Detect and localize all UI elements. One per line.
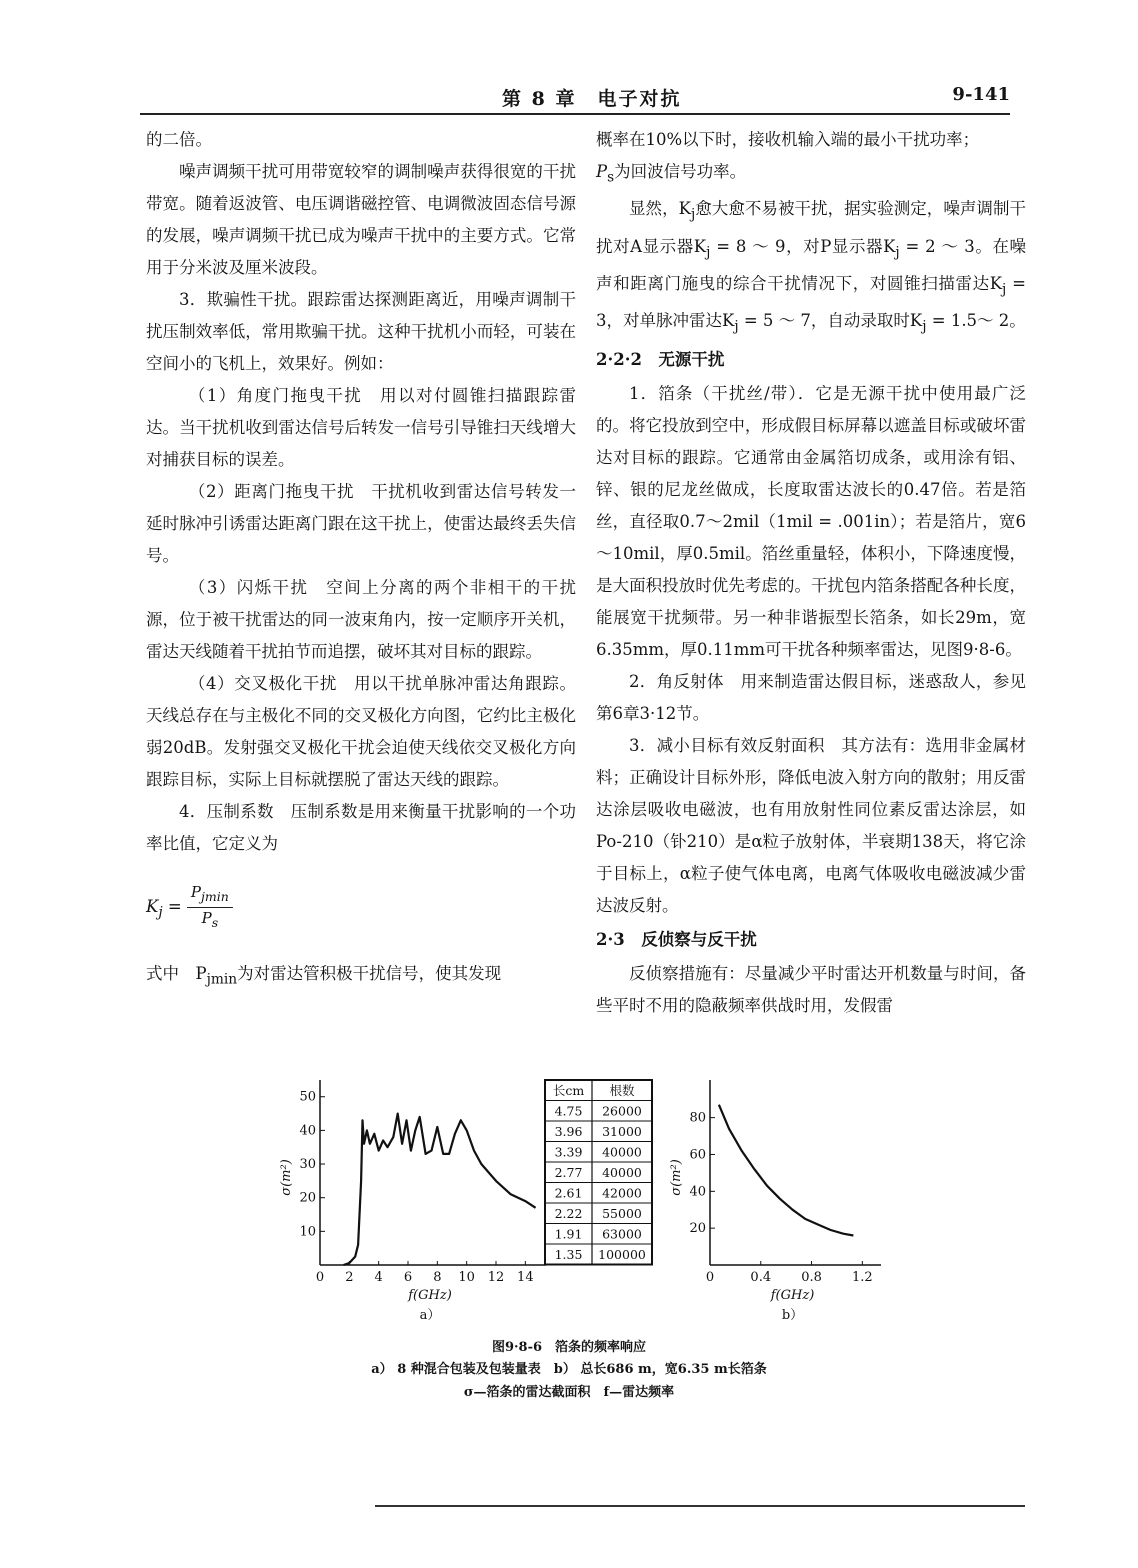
formula-lhs-sub: j: [158, 904, 163, 921]
paragraph: （2）距离门拖曳干扰 干扰机收到雷达信号转发一延时脉冲引诱雷达距离门跟在这干扰上，使雷达最终丢失信号。: [146, 482, 576, 565]
series-line: [344, 1114, 536, 1265]
x-axis-label: f(GHz): [408, 1288, 452, 1303]
table-cell: 1.35: [554, 1247, 583, 1262]
table-header-cell: 长cm: [552, 1083, 585, 1098]
table-cell: 31000: [602, 1124, 642, 1139]
table-cell: 2.77: [554, 1165, 583, 1180]
chart-b: [669, 1080, 881, 1323]
y-tick-label: 80: [689, 1110, 706, 1126]
section-heading: 2·2·2 无源干扰: [596, 350, 725, 370]
paragraph: （4）交叉极化干扰 用以干扰单脉冲雷达角跟踪。天线总存在与主极化不同的交叉极化方向图，它约比主极化弱20dB。发射强交叉极化干扰会迫使天线依交叉极化方向跟踪目标，实际上目标就摆脱了雷达天线的跟踪。: [146, 674, 576, 789]
table-cell: 2.22: [554, 1206, 583, 1221]
x-tick-label: 6: [403, 1270, 413, 1285]
figure-chart-area: [270, 1070, 890, 1340]
x-axis-label: f(GHz): [770, 1288, 815, 1303]
paragraph: 概率在10%以下时，接收机输入端的最小干扰功率； $P_s$为回波信号功率。: [596, 130, 980, 186]
table-cell: 4.75: [554, 1103, 583, 1119]
chapter-title: 第 8 章 电子对抗: [502, 88, 682, 110]
subfigure-label: a）: [419, 1308, 441, 1323]
y-axis-label: σ(m²): [669, 1159, 684, 1196]
paragraph: 4．压制系数 压制系数是用来衡量干扰影响的一个功率比值，它定义为: [146, 802, 576, 853]
page-number: 9-141: [952, 84, 1010, 105]
table-cell: 100000: [598, 1247, 646, 1262]
paragraph: 噪声调频干扰可用带宽较窄的调制噪声获得很宽的干扰带宽。随着返波管、电压调谐磁控管、电调微波固态信号源的发展，噪声调频干扰已成为噪声干扰中的主要方式。它常用于分米波及厘米波段。: [146, 162, 576, 277]
x-tick-label: 10: [458, 1270, 475, 1285]
table-cell: 40000: [602, 1144, 642, 1160]
y-tick-label: 10: [299, 1224, 316, 1240]
figure-caption-title: 图9·8-6 箔条的频率响应: [491, 1340, 647, 1355]
subfigure-label: b）: [781, 1308, 804, 1323]
y-tick-label: 20: [299, 1190, 316, 1206]
formula-lhs: K: [146, 897, 159, 916]
formula-fraction: [187, 882, 233, 933]
y-tick-label: 40: [689, 1184, 706, 1200]
section-heading: 2·3 反侦察与反干扰: [596, 930, 757, 950]
paragraph: 式中 $P_{jmin}$为对雷达管积极干扰信号，使其发现: [146, 964, 502, 988]
paragraph: 反侦察措施有：尽量减少平时雷达开机数量与时间，备些平时不用的隐蔽频率供战时用，发假雷: [596, 964, 1026, 1016]
y-tick-label: 60: [689, 1147, 706, 1163]
table-cell: 2.61: [554, 1185, 583, 1201]
x-tick-label: 0.4: [750, 1270, 772, 1285]
formula-equals: =: [162, 897, 187, 916]
y-tick-label: 30: [299, 1157, 316, 1173]
x-tick-label: 8: [433, 1270, 442, 1285]
paragraph: 1．箔条（干扰丝/带）．它是无源干扰中使用最广泛的。将它投放到空中，形成假目标屏幕以遮盖目标或破坏雷达对目标的跟踪。它通常由金属箔切成条，或用涂有铝、锌、银的尼龙丝做成，长度取雷达波长的0.47倍。若是箔丝，直径取0.7～2mil（1mil = .001in）；若是箔片，宽6～10mil，厚0.5mil。箔丝重量轻，体积小，下降速度慢，是大面积投放时优先考虑的。干扰包内箔条搭配各种长度，能展宽干扰频带。另一种非谐振型长箔条，如长29m，宽6.35mm，厚0.11mm可干扰各种频率雷达，见图9·8-6。: [596, 384, 1026, 660]
right-column: [596, 124, 1026, 1022]
table-cell: 63000: [602, 1226, 642, 1242]
formula-suppression-coefficient: [146, 882, 576, 936]
x-tick-label: 0: [315, 1270, 325, 1285]
paragraph: 的二倍。: [146, 130, 212, 149]
table-header-cell: 根数: [609, 1083, 635, 1098]
y-axis-label: σ(m²): [279, 1159, 294, 1196]
x-tick-label: 0: [705, 1270, 715, 1285]
x-tick-label: 2: [345, 1270, 354, 1285]
x-tick-label: 1.2: [851, 1270, 873, 1285]
formula-denominator: $P_s$: [201, 909, 219, 930]
running-header: [140, 84, 1010, 114]
chaff-length-table: [545, 1080, 652, 1265]
table-cell: 40000: [602, 1165, 642, 1180]
formula-numerator: $P_{jmin}$: [187, 882, 233, 908]
paragraph: （3）闪烁干扰 空间上分离的两个非相干的干扰源，位于被干扰雷达的同一波束角内，按一定顺序开关机，雷达天线随着干扰拍节而追摆，破坏其对目标的跟踪。: [146, 578, 576, 661]
table-cell: 1.91: [554, 1226, 583, 1242]
y-tick-label: 20: [689, 1221, 706, 1237]
table-cell: 3.39: [554, 1144, 583, 1160]
paragraph: 显然，$K_j$愈大愈不易被干扰，据实验测定，噪声调制干扰对A显示器$K_j = 8$ ～ 9，对P显示器$K_j = 2$ ～ 3。在噪声和距离门施曳的综合干扰情况下，对圆锥扫描雷达$K_j = 3$，对单脉冲雷达$K_j = 5$ ～ 7，自动录取时$K_j$ = 1.5～ 2。: [596, 199, 1027, 335]
table-cell: 55000: [602, 1206, 642, 1221]
table-cell: 26000: [602, 1103, 642, 1119]
y-tick-label: 50: [299, 1089, 316, 1105]
x-tick-label: 4: [374, 1270, 383, 1285]
footer-rule: [375, 1505, 1025, 1507]
header-rule: [140, 113, 1010, 115]
table-cell: 42000: [602, 1185, 642, 1201]
table-cell: 3.96: [554, 1124, 583, 1139]
paragraph: 3．减小目标有效反射面积 其方法有：选用非金属材料；正确设计目标外形，降低电波入射方向的散射；用反雷达涂层吸收电磁波，也有用放射性同位素反雷达涂层，如Po-210（钋210）是α粒子放射体，半衰期138天，将它涂于目标上，α粒子使气体电离，电离气体吸收电磁波减少雷达波反射。: [596, 736, 1026, 916]
chart-a: [279, 1080, 546, 1323]
y-tick-label: 40: [299, 1123, 316, 1139]
paragraph: 3．欺骗性干扰。跟踪雷达探测距离近，用噪声调制干扰压制效率低，常用欺骗干扰。这种干扰机小而轻，可装在空间小的飞机上，效果好。例如：: [146, 290, 576, 373]
figure-caption-legend: σ—箔条的雷达截面积 f—雷达频率: [463, 1385, 675, 1400]
figure-caption-subtitle: a） 8 种混合包装及包装量表 b） 总长686 m，宽6.35 m长箔条: [371, 1362, 767, 1377]
x-tick-label: 0.8: [801, 1270, 822, 1285]
x-tick-label: 14: [517, 1270, 534, 1285]
paragraph: 2．角反射体 用来制造雷达假目标，迷惑敌人，参见第6章3·12节。: [596, 672, 1026, 724]
series-line: [719, 1105, 854, 1236]
x-tick-label: 12: [487, 1270, 505, 1285]
paragraph: （1）角度门拖曳干扰 用以对付圆锥扫描跟踪雷达。当干扰机收到雷达信号后转发一信号引导锥扫天线增大对捕获目标的误差。: [146, 386, 576, 469]
left-column: [146, 124, 576, 996]
